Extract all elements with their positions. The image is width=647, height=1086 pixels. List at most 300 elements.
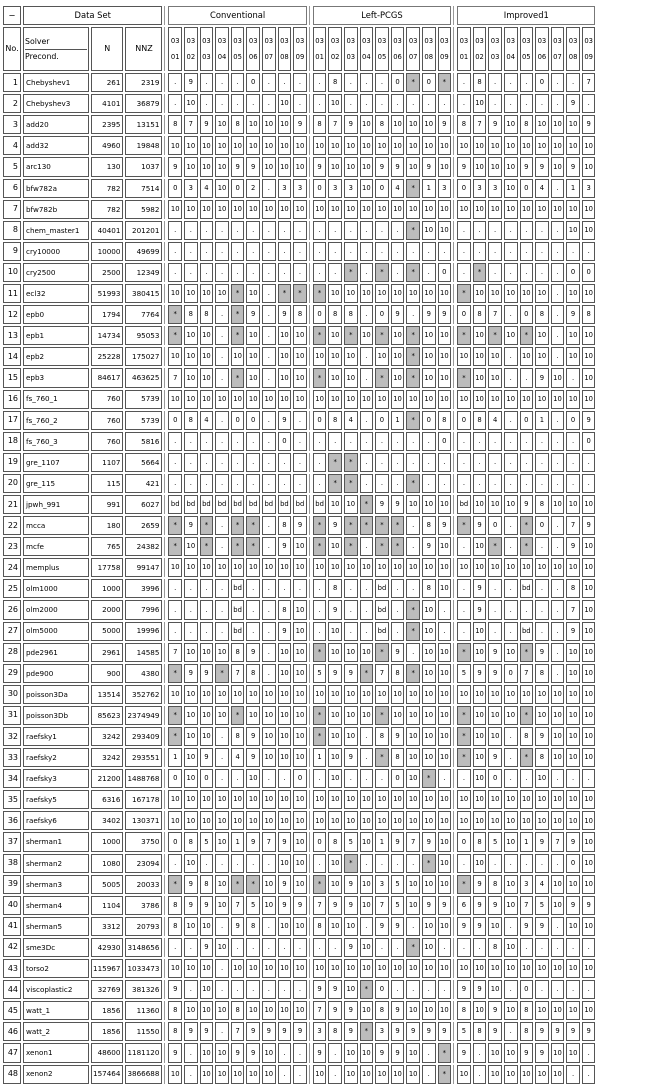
cell-left-pcgs: . — [344, 221, 358, 240]
cell-conventional: . — [262, 347, 276, 366]
cell-improved1: . — [504, 1022, 518, 1041]
cell-conventional: 10 — [184, 136, 198, 155]
cell-conventional: bd — [200, 495, 214, 514]
cell-left-pcgs: . — [375, 432, 389, 451]
cell-left-pcgs: 10 — [406, 1043, 420, 1062]
cell-improved1: . — [535, 980, 549, 999]
cell-left-pcgs: * — [328, 453, 342, 472]
cell-left-pcgs: * — [313, 537, 327, 556]
n-value: 51993 — [91, 284, 123, 303]
n-value: 1080 — [91, 854, 123, 873]
precond-label: Precond. — [25, 51, 59, 61]
cell-improved1: . — [551, 284, 565, 303]
cell-conventional: . — [262, 643, 276, 662]
cell-improved1: 3 — [473, 179, 487, 198]
cell-left-pcgs: 10 — [360, 1001, 374, 1020]
cell-improved1: 9 — [473, 579, 487, 598]
cell-left-pcgs: 10 — [328, 769, 342, 788]
cell-improved1: . — [582, 1065, 596, 1084]
cell-conventional: 10 — [293, 643, 307, 662]
cell-left-pcgs: 10 — [406, 769, 420, 788]
cell-left-pcgs: 10 — [391, 811, 405, 830]
cell-improved1: . — [535, 432, 549, 451]
cell-left-pcgs: 8 — [328, 579, 342, 598]
n-value: 3242 — [91, 727, 123, 746]
cell-conventional: . — [184, 263, 198, 282]
col-header-bottom: 09 — [295, 53, 305, 62]
table-row — [3, 474, 595, 493]
cell-improved1: . — [566, 769, 580, 788]
table-row — [3, 1065, 595, 1084]
cell-left-pcgs: 10 — [328, 94, 342, 113]
cell-left-pcgs: 5 — [344, 832, 358, 851]
cell-conventional: 10 — [231, 959, 245, 978]
cell-conventional: 7 — [168, 643, 182, 662]
col-header-improved1-1 — [457, 27, 471, 71]
cell-left-pcgs: 10 — [328, 875, 342, 894]
cell-left-pcgs: 10 — [313, 685, 327, 704]
cell-conventional: 9 — [184, 516, 198, 535]
cell-left-pcgs: 10 — [422, 347, 436, 366]
cell-conventional: 7 — [231, 896, 245, 915]
cell-improved1: 10 — [551, 748, 565, 767]
cell-conventional: . — [262, 622, 276, 641]
cell-conventional: 9 — [200, 896, 214, 915]
cell-improved1: 10 — [535, 706, 549, 725]
cell-conventional: 10 — [278, 558, 292, 577]
cell-conventional: 10 — [215, 643, 229, 662]
cell-conventional: 10 — [246, 790, 260, 809]
cell-left-pcgs: 9 — [313, 980, 327, 999]
cell-improved1: 10 — [566, 959, 580, 978]
cell-improved1: 10 — [488, 136, 502, 155]
cell-improved1: 10 — [551, 368, 565, 387]
row-number: 47 — [3, 1043, 21, 1062]
cell-conventional: . — [262, 516, 276, 535]
col-header-conventional-4 — [215, 27, 229, 71]
cell-improved1: 10 — [551, 200, 565, 219]
cell-conventional: 10 — [184, 558, 198, 577]
no-column-header: No. — [3, 27, 21, 71]
cell-left-pcgs: . — [422, 432, 436, 451]
dataset-name: bfw782b — [23, 200, 89, 219]
cell-improved1: 8 — [488, 875, 502, 894]
cell-improved1: 10 — [582, 917, 596, 936]
cell-conventional: 9 — [278, 896, 292, 915]
cell-improved1: 10 — [473, 347, 487, 366]
cell-conventional: . — [278, 769, 292, 788]
dataset-name: fs_760_1 — [23, 390, 89, 409]
cell-improved1: 3 — [582, 179, 596, 198]
cell-left-pcgs: 10 — [313, 200, 327, 219]
cell-improved1: * — [520, 643, 534, 662]
cell-conventional: * — [246, 516, 260, 535]
cell-left-pcgs: 10 — [375, 790, 389, 809]
cell-improved1: . — [504, 263, 518, 282]
cell-improved1: . — [520, 938, 534, 957]
dataset-name: poisson3Da — [23, 685, 89, 704]
cell-improved1: 8 — [473, 1022, 487, 1041]
row-number: 19 — [3, 453, 21, 472]
cell-conventional: 10 — [200, 558, 214, 577]
cell-conventional: 10 — [293, 347, 307, 366]
table-row — [3, 664, 595, 683]
cell-left-pcgs: . — [391, 221, 405, 240]
col-header-top: 03 — [217, 36, 227, 45]
cell-conventional: 7 — [231, 1022, 245, 1041]
cell-left-pcgs: 10 — [406, 157, 420, 176]
cell-improved1: . — [520, 368, 534, 387]
row-number: 27 — [3, 622, 21, 641]
cell-conventional: . — [231, 94, 245, 113]
cell-improved1: 8 — [473, 305, 487, 324]
cell-improved1: 10 — [582, 495, 596, 514]
dataset-group-header: Data Set — [23, 6, 162, 25]
row-number: 4 — [3, 136, 21, 155]
cell-conventional: 10 — [184, 706, 198, 725]
cell-left-pcgs: . — [391, 474, 405, 493]
cell-improved1: 9 — [473, 516, 487, 535]
cell-left-pcgs: . — [313, 221, 327, 240]
cell-conventional: . — [278, 1065, 292, 1084]
cell-left-pcgs: . — [406, 579, 420, 598]
cell-left-pcgs: . — [313, 263, 327, 282]
cell-improved1: . — [582, 242, 596, 261]
cell-conventional: * — [231, 516, 245, 535]
col-header-top: 03 — [248, 36, 258, 45]
cell-improved1: 10 — [488, 495, 502, 514]
cell-improved1: 1 — [520, 832, 534, 851]
cell-conventional: 8 — [168, 917, 182, 936]
cell-conventional: 7 — [184, 115, 198, 134]
cell-improved1: . — [488, 263, 502, 282]
cell-left-pcgs: . — [313, 73, 327, 92]
cell-improved1: 9 — [488, 748, 502, 767]
cell-improved1: . — [457, 94, 471, 113]
cell-left-pcgs: * — [406, 221, 420, 240]
cell-left-pcgs: 10 — [438, 811, 452, 830]
cell-improved1: 10 — [566, 727, 580, 746]
cell-left-pcgs: 10 — [328, 347, 342, 366]
cell-improved1: 9 — [473, 896, 487, 915]
col-header-bottom: 01 — [459, 53, 469, 62]
cell-conventional: . — [246, 242, 260, 261]
cell-left-pcgs: 8 — [422, 579, 436, 598]
cell-left-pcgs: 10 — [391, 284, 405, 303]
cell-conventional: * — [293, 284, 307, 303]
col-header-left-pcgs-5 — [375, 27, 389, 71]
nnz-value: 2319 — [125, 73, 162, 92]
table-row — [3, 115, 595, 134]
cell-conventional: 9 — [200, 664, 214, 683]
cell-conventional: 10 — [184, 284, 198, 303]
cell-improved1: 10 — [473, 136, 487, 155]
col-header-top: 03 — [459, 36, 469, 45]
cell-improved1: . — [457, 622, 471, 641]
cell-left-pcgs: * — [375, 748, 389, 767]
cell-improved1: . — [504, 242, 518, 261]
row-number: 14 — [3, 347, 21, 366]
col-header-top: 03 — [186, 36, 196, 45]
cell-improved1: . — [566, 474, 580, 493]
cell-conventional: . — [278, 579, 292, 598]
dataset-name: epb0 — [23, 305, 89, 324]
cell-conventional: . — [278, 1043, 292, 1062]
collapse-toggle-button[interactable]: − — [3, 6, 21, 25]
cell-left-pcgs: 10 — [328, 917, 342, 936]
cell-improved1: . — [582, 938, 596, 957]
cell-left-pcgs: . — [360, 73, 374, 92]
cell-left-pcgs: 10 — [438, 832, 452, 851]
cell-conventional: 10 — [215, 896, 229, 915]
col-header-left-pcgs-4 — [360, 27, 374, 71]
cell-left-pcgs: 10 — [313, 136, 327, 155]
cell-improved1: * — [520, 706, 534, 725]
col-header-top: 03 — [475, 36, 484, 45]
col-header-bottom: 02 — [330, 53, 340, 62]
cell-left-pcgs: 10 — [422, 706, 436, 725]
cell-improved1: 9 — [535, 368, 549, 387]
cell-improved1: 10 — [504, 115, 518, 134]
col-header-left-pcgs-1 — [313, 27, 327, 71]
cell-conventional: 10 — [215, 1001, 229, 1020]
cell-conventional: 10 — [246, 811, 260, 830]
cell-improved1: 10 — [551, 157, 565, 176]
cell-left-pcgs: . — [360, 854, 374, 873]
row-number: 31 — [3, 706, 21, 725]
cell-conventional: . — [168, 221, 182, 240]
cell-conventional: . — [215, 727, 229, 746]
cell-improved1: 10 — [535, 811, 549, 830]
cell-conventional: . — [215, 411, 229, 430]
cell-conventional: 10 — [184, 811, 198, 830]
nnz-value: 2659 — [125, 516, 162, 535]
cell-improved1: 10 — [457, 136, 471, 155]
cell-conventional: 0 — [200, 769, 214, 788]
cell-conventional: 10 — [184, 157, 198, 176]
cell-conventional: . — [293, 221, 307, 240]
cell-improved1: * — [520, 537, 534, 556]
cell-left-pcgs: 10 — [422, 136, 436, 155]
cell-improved1: 8 — [566, 579, 580, 598]
cell-left-pcgs: 10 — [438, 390, 452, 409]
cell-conventional: . — [215, 474, 229, 493]
cell-improved1: * — [457, 706, 471, 725]
col-header-top: 03 — [170, 36, 180, 45]
col-header-top: 03 — [440, 36, 449, 45]
cell-improved1: 10 — [582, 284, 596, 303]
cell-conventional: 10 — [168, 811, 182, 830]
table-row — [3, 136, 595, 155]
cell-conventional: 10 — [293, 390, 307, 409]
cell-conventional: 10 — [293, 727, 307, 746]
cell-improved1: 10 — [473, 390, 487, 409]
col-header-bottom: 02 — [186, 53, 196, 62]
cell-left-pcgs: . — [422, 242, 436, 261]
n-value: 13514 — [91, 685, 123, 704]
cell-conventional: . — [184, 600, 198, 619]
nnz-value: 167178 — [125, 790, 162, 809]
cell-left-pcgs: * — [344, 263, 358, 282]
cell-left-pcgs: 0 — [313, 832, 327, 851]
cell-left-pcgs: 10 — [375, 811, 389, 830]
dataset-name: epb3 — [23, 368, 89, 387]
cell-left-pcgs: . — [344, 600, 358, 619]
cell-left-pcgs: 10 — [391, 347, 405, 366]
cell-left-pcgs: 10 — [360, 115, 374, 134]
cell-conventional: . — [293, 263, 307, 282]
cell-left-pcgs: 10 — [422, 875, 436, 894]
cell-conventional: . — [215, 959, 229, 978]
cell-improved1: 10 — [457, 685, 471, 704]
cell-left-pcgs: * — [328, 474, 342, 493]
cell-conventional: . — [200, 221, 214, 240]
cell-improved1: . — [520, 474, 534, 493]
cell-improved1: . — [520, 600, 534, 619]
cell-conventional: 9 — [200, 115, 214, 134]
cell-improved1: 10 — [473, 769, 487, 788]
dataset-name: raefsky1 — [23, 727, 89, 746]
cell-conventional: . — [215, 453, 229, 472]
table-row — [3, 432, 595, 451]
cell-improved1: 10 — [551, 1065, 565, 1084]
cell-left-pcgs: 10 — [375, 390, 389, 409]
cell-conventional: 10 — [293, 790, 307, 809]
cell-conventional: 10 — [262, 706, 276, 725]
cell-left-pcgs: 10 — [438, 136, 452, 155]
cell-improved1: . — [488, 242, 502, 261]
cell-left-pcgs: 0 — [375, 411, 389, 430]
cell-conventional: 0 — [278, 432, 292, 451]
cell-improved1: . — [520, 453, 534, 472]
cell-conventional: 10 — [262, 558, 276, 577]
cell-improved1: 10 — [551, 390, 565, 409]
cell-improved1: 10 — [488, 1065, 502, 1084]
cell-left-pcgs: 10 — [328, 136, 342, 155]
dataset-name: viscoplastic2 — [23, 980, 89, 999]
cell-left-pcgs: 10 — [438, 790, 452, 809]
cell-left-pcgs: 4 — [391, 179, 405, 198]
table-row — [3, 453, 595, 472]
cell-left-pcgs: 9 — [422, 832, 436, 851]
cell-conventional: . — [200, 73, 214, 92]
cell-improved1: . — [457, 453, 471, 472]
col-header-bottom: 03 — [346, 53, 356, 62]
col-header-top: 03 — [537, 36, 547, 45]
cell-left-pcgs: 10 — [422, 221, 436, 240]
cell-conventional: 10 — [246, 326, 260, 345]
cell-conventional: 10 — [293, 706, 307, 725]
cell-conventional: . — [262, 94, 276, 113]
cell-conventional: 10 — [231, 347, 245, 366]
cell-left-pcgs: 8 — [391, 748, 405, 767]
cell-left-pcgs: 10 — [375, 558, 389, 577]
cell-conventional: 10 — [231, 200, 245, 219]
cell-improved1: 8 — [473, 73, 487, 92]
cell-conventional: * — [231, 706, 245, 725]
cell-left-pcgs: 3 — [344, 179, 358, 198]
cell-conventional: 10 — [293, 600, 307, 619]
cell-left-pcgs: 10 — [438, 854, 452, 873]
cell-conventional: 5 — [246, 896, 260, 915]
n-value: 2500 — [91, 263, 123, 282]
cell-conventional: 10 — [184, 917, 198, 936]
cell-improved1: . — [488, 432, 502, 451]
cell-left-pcgs: 10 — [422, 558, 436, 577]
cell-conventional: bd — [231, 579, 245, 598]
cell-left-pcgs: 3 — [328, 179, 342, 198]
cell-left-pcgs: 10 — [422, 917, 436, 936]
cell-left-pcgs: * — [360, 1022, 374, 1041]
cell-improved1: 5 — [457, 1022, 471, 1041]
cell-improved1: 10 — [551, 136, 565, 155]
col-header-bottom: 03 — [202, 53, 211, 62]
cell-conventional: . — [278, 453, 292, 472]
cell-improved1: 10 — [504, 685, 518, 704]
nnz-value: 24382 — [125, 537, 162, 556]
cell-conventional: 3 — [184, 179, 198, 198]
cell-conventional: 10 — [168, 1065, 182, 1084]
cell-conventional: 10 — [278, 664, 292, 683]
col-header-improved1-7 — [551, 27, 565, 71]
cell-conventional: * — [231, 537, 245, 556]
cell-conventional: 10 — [293, 875, 307, 894]
cell-left-pcgs: 10 — [406, 495, 420, 514]
nnz-value: 5664 — [125, 453, 162, 472]
row-number: 39 — [3, 875, 21, 894]
cell-conventional: * — [168, 537, 182, 556]
cell-improved1: 10 — [582, 643, 596, 662]
cell-left-pcgs: 10 — [328, 200, 342, 219]
cell-left-pcgs: 10 — [391, 790, 405, 809]
cell-conventional: . — [231, 432, 245, 451]
cell-conventional: * — [168, 706, 182, 725]
cell-improved1: 10 — [488, 706, 502, 725]
table-row — [3, 854, 595, 873]
cell-left-pcgs: 10 — [391, 326, 405, 345]
cell-conventional: . — [215, 305, 229, 324]
col-header-left-pcgs-8 — [422, 27, 436, 71]
cell-conventional: 10 — [293, 748, 307, 767]
col-header-top: 03 — [295, 36, 305, 45]
cell-improved1: 10 — [473, 622, 487, 641]
cell-improved1: 9 — [535, 917, 549, 936]
n-value: 17758 — [91, 558, 123, 577]
cell-left-pcgs: 10 — [375, 959, 389, 978]
cell-conventional: . — [168, 73, 182, 92]
cell-left-pcgs: 10 — [360, 959, 374, 978]
cell-conventional: . — [231, 854, 245, 873]
cell-conventional: . — [184, 474, 198, 493]
cell-left-pcgs: 9 — [438, 516, 452, 535]
cell-improved1: 9 — [473, 664, 487, 683]
cell-conventional: 10 — [293, 537, 307, 556]
cell-conventional: . — [231, 263, 245, 282]
dataset-name: Chebyshev1 — [23, 73, 89, 92]
cell-left-pcgs: 10 — [344, 200, 358, 219]
cell-conventional: * — [231, 305, 245, 324]
cell-left-pcgs: . — [422, 1065, 436, 1084]
cell-left-pcgs: 10 — [406, 558, 420, 577]
cell-conventional: . — [200, 622, 214, 641]
cell-conventional: . — [262, 73, 276, 92]
cell-left-pcgs: 10 — [344, 390, 358, 409]
cell-left-pcgs: 10 — [313, 390, 327, 409]
cell-conventional: 8 — [184, 832, 198, 851]
cell-conventional: 0 — [246, 73, 260, 92]
cell-improved1: 10 — [520, 685, 534, 704]
cell-left-pcgs: 10 — [344, 685, 358, 704]
